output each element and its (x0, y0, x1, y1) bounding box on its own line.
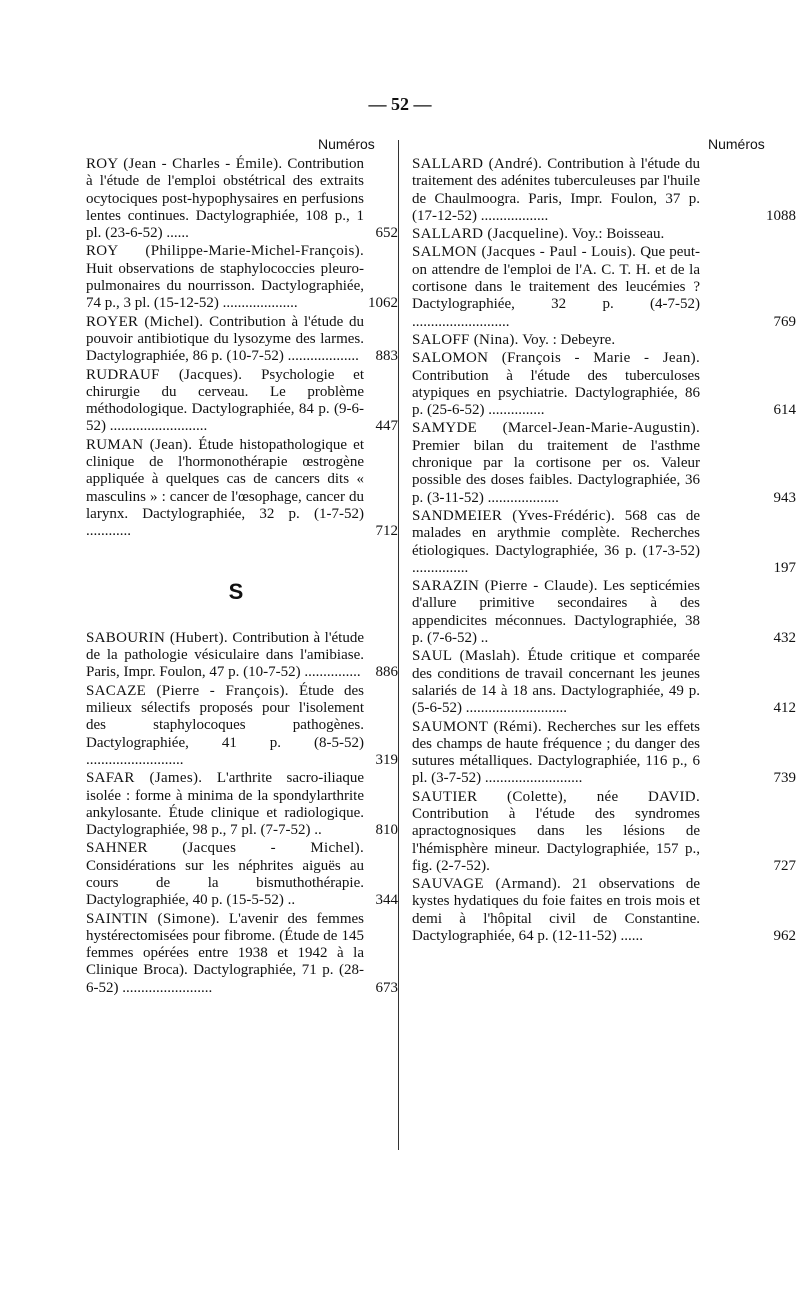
entry-text (412, 508, 700, 577)
index-entry (86, 366, 398, 436)
entry-title: Étude critique et comparée des conditions de travail concernant les jeunes salariés de 14 à 18 ans. Dactylographiée, 49 p. (5-6-52) ........................... (412, 648, 701, 717)
column-header-right: Numéros (708, 136, 765, 152)
entry-author: SANDMEIER (Yves-Frédéric). (412, 507, 616, 524)
index-entry (86, 840, 398, 909)
entry-number: 447 (375, 418, 398, 435)
entry-title: Contribution à l'étude des tuberculoses atypiques en psychiatrie. Dactylographiée, 86 p. (25-6-52) ............... (412, 367, 700, 419)
page-number: — 52 — (368, 94, 432, 114)
entry-text (86, 630, 364, 682)
index-entry (412, 578, 796, 647)
entry-text (412, 648, 700, 717)
entry-text (412, 226, 700, 243)
entry-text (412, 578, 700, 647)
index-entry (412, 876, 796, 945)
entry-number: 883 (375, 348, 398, 365)
entry-number: 712 (375, 523, 398, 540)
index-entry (86, 156, 398, 242)
entry-title: Voy.: Boisseau. (571, 226, 665, 243)
index-entry (412, 332, 712, 349)
entry-text (412, 332, 700, 349)
entry-text (412, 350, 700, 419)
entry-author: SARAZIN (Pierre - Claude). (412, 578, 598, 595)
entry-title: Considérations sur les néphrites aiguës au cours de la bismuthothérapie. Dactylographiée, 40 p. (15-5-52) .. (86, 857, 364, 909)
right-column (412, 156, 796, 946)
entry-title: Contribution à l'étude des syndromes apractognosiques dans les lésions de l'hémisphère mineur. Dactylographiée, 157 p., fig. (2-7-52). (412, 805, 700, 874)
index-entry (412, 420, 796, 506)
entry-text (86, 840, 364, 909)
entry-title: Recherches sur les effets des champs de haute fréquence ; du danger des sutures métalliques. Dactylographiée, 116 p., 6 pl. (3-7-52) .......................... (412, 718, 701, 787)
entry-text (86, 770, 364, 839)
left-column (86, 156, 398, 998)
entry-text (412, 420, 700, 506)
entry-number: 344 (375, 892, 398, 909)
entry-author: SAINTIN (Simone). (86, 910, 220, 927)
entry-number: 1088 (766, 207, 796, 224)
entry-number: 614 (773, 402, 796, 419)
entry-number: 727 (773, 857, 796, 874)
entry-number: 319 (375, 751, 398, 768)
index-entry (86, 436, 398, 541)
entry-number: 769 (773, 313, 796, 330)
index-entry (86, 682, 398, 769)
entry-number: 739 (773, 770, 796, 787)
entry-text (412, 719, 700, 788)
entry-title: 21 observations de kystes hydatiques du foie faites en trois mois et demi à l'hôpital civil de Constantine. Dactylographiée, 64 p. (12-11-52) ...... (412, 876, 701, 945)
entry-author: SALOMON (François - Marie - Jean). (412, 350, 700, 367)
entry-number: 412 (773, 700, 796, 717)
entry-author: SABOURIN (Hubert). (86, 629, 228, 646)
entry-author: SAMYDE (Marcel-Jean-Marie-Augustin). (412, 420, 700, 437)
index-entry (412, 156, 796, 225)
index-entry (412, 718, 796, 788)
entry-author: RUMAN (Jean). (86, 436, 193, 453)
index-entry (412, 244, 796, 330)
index-entry (86, 910, 398, 997)
entry-author: SAUMONT (Rémi). (412, 718, 542, 735)
column-divider (398, 140, 399, 1150)
entry-number: 1062 (368, 295, 398, 312)
entry-number: 962 (773, 928, 796, 945)
entry-title: Étude des milieux sélectifs proposés pour l'isolement des staphylocoques pathogènes. Dactylographiée, 41 p. (8-5-52) .......................... (86, 682, 365, 768)
index-entry (86, 313, 398, 366)
entry-number: 943 (773, 489, 796, 506)
entry-author: SALOFF (Nina). (412, 331, 519, 348)
entry-author: ROYER (Michel). (86, 313, 204, 330)
entry-number: 886 (375, 664, 398, 681)
entry-number: 810 (375, 822, 398, 839)
entry-text (86, 243, 364, 312)
entry-title: Contribution à l'étude de l'emploi obstétrical des extraits ocytociques post-hypophysaires en perfusions lentes continues. Dactylographiée, 108 p., 1 pl. (23-6-52) ...... (86, 156, 365, 242)
entry-title: Premier bilan du traitement de l'asthme chronique par la cortisone per os. Valeur possible des doses faibles. Dactylographiée, 36 p. (3-11-52) ................... (412, 437, 700, 506)
entry-text (86, 156, 364, 242)
index-entry (412, 226, 712, 243)
column-header-left: Numéros (318, 136, 375, 152)
entry-title: Psychologie et chirurgie du cerveau. Le problème méthodologique. Dactylographiée, 84 p. (9-6-52) .......................... (86, 366, 365, 435)
entry-author: SALMON (Jacques - Paul - Louis). (412, 244, 637, 261)
index-entry (412, 788, 796, 875)
index-entry (412, 350, 796, 419)
entry-text (412, 244, 700, 330)
entry-text (86, 683, 364, 769)
entry-title: Étude histopathologique et clinique de l'hormonothérapie œstrogène appliquée à quelques cas de cancers dits « masculins » : cancer de l'œsophage, cancer du larynx. Dactylographiée, 32 p. (1-7-52) ............ (86, 436, 364, 540)
entry-author: SAUL (Maslah). (412, 648, 521, 665)
entry-author: SAFAR (James). (86, 770, 203, 787)
entry-author: SAUVAGE (Armand). (412, 876, 562, 893)
entry-author: RUDRAUF (Jacques). (86, 366, 243, 383)
section-letter: S (228, 578, 244, 604)
entry-title: Que peut-on attendre de l'emploi de l'A. C. T. H. et de la cortisone dans le traitement des leucémies ? Dactylographiée, 32 p. (4-7-52) .......................... (412, 244, 701, 330)
entry-text (412, 789, 700, 875)
entry-text (412, 876, 700, 945)
index-entry (412, 507, 796, 577)
entry-number: 652 (375, 225, 398, 242)
entry-text (86, 314, 364, 366)
entry-author: SALLARD (André). (412, 156, 543, 172)
entry-title: 568 cas de malades en arythmie complète. Recherches étiologiques. Dactylographiée, 36 p. (17-3-52) ............... (412, 507, 701, 576)
index-entry (86, 629, 398, 682)
entry-number: 197 (773, 559, 796, 576)
entry-title: Les septicémies d'allure primitive secondaires à des appendicites méconnues. Dactylographiée, 38 p. (7-6-52) .. (412, 578, 701, 647)
entry-title: Contribution à l'étude du pouvoir antibiotique du lysozyme des larmes. Dactylographiée, 86 p. (10-7-52) ................... (86, 313, 364, 365)
entry-author: SAHNER (Jacques - Michel). (86, 840, 364, 857)
entry-title: Huit observations de staphylococcies pleuro-pulmonaires du nourrisson. Dactylographiée, 74 p., 3 pl. (15-12-52) .................... (86, 260, 364, 312)
entry-author: ROY (Philippe-Marie-Michel-François). (86, 243, 364, 260)
entry-title: L'avenir des femmes hystérectomisées pour fibrome. (Étude de 145 femmes opérées entre 1938 et 1942 à la Clinique Broca). Dactylographiée, 71 p. (28-6-52) ........................ (86, 910, 364, 996)
entry-title: Contribution à l'étude de la pathologie vésiculaire dans l'amibiase. Paris, Impr. Foulon, 47 p. (10-7-52) ............... (86, 629, 365, 681)
index-entry (412, 648, 796, 717)
entry-text (86, 911, 364, 997)
entry-text (86, 367, 364, 436)
entry-author: ROY (Jean - Charles - Émile). (86, 156, 283, 172)
entry-title: Contribution à l'étude du traitement des adénites tuberculeuses par l'huile de Chaulmoogra. Paris, Impr. Foulon, 37 p. (17-12-52) .................. (412, 156, 700, 224)
entry-author: SALLARD (Jacqueline). (412, 226, 569, 243)
entry-text (412, 156, 700, 225)
index-entry (86, 770, 398, 839)
entry-text (86, 437, 364, 541)
index-entry (86, 243, 398, 312)
entry-author: SAUTIER (Colette), née DAVID. (412, 788, 700, 805)
entry-author: SACAZE (Pierre - François). (86, 682, 289, 699)
entry-number: 432 (773, 630, 796, 647)
entry-number: 673 (375, 979, 398, 996)
entry-title: L'arthrite sacro-iliaque isolée : forme à minima de la spondylarthrite ankylosante. Étude clinique et radiologique. Dactylographiée, 98 p., 7 pl. (7-7-52) .. (86, 770, 365, 839)
entry-title: Voy. : Debeyre. (522, 331, 616, 348)
